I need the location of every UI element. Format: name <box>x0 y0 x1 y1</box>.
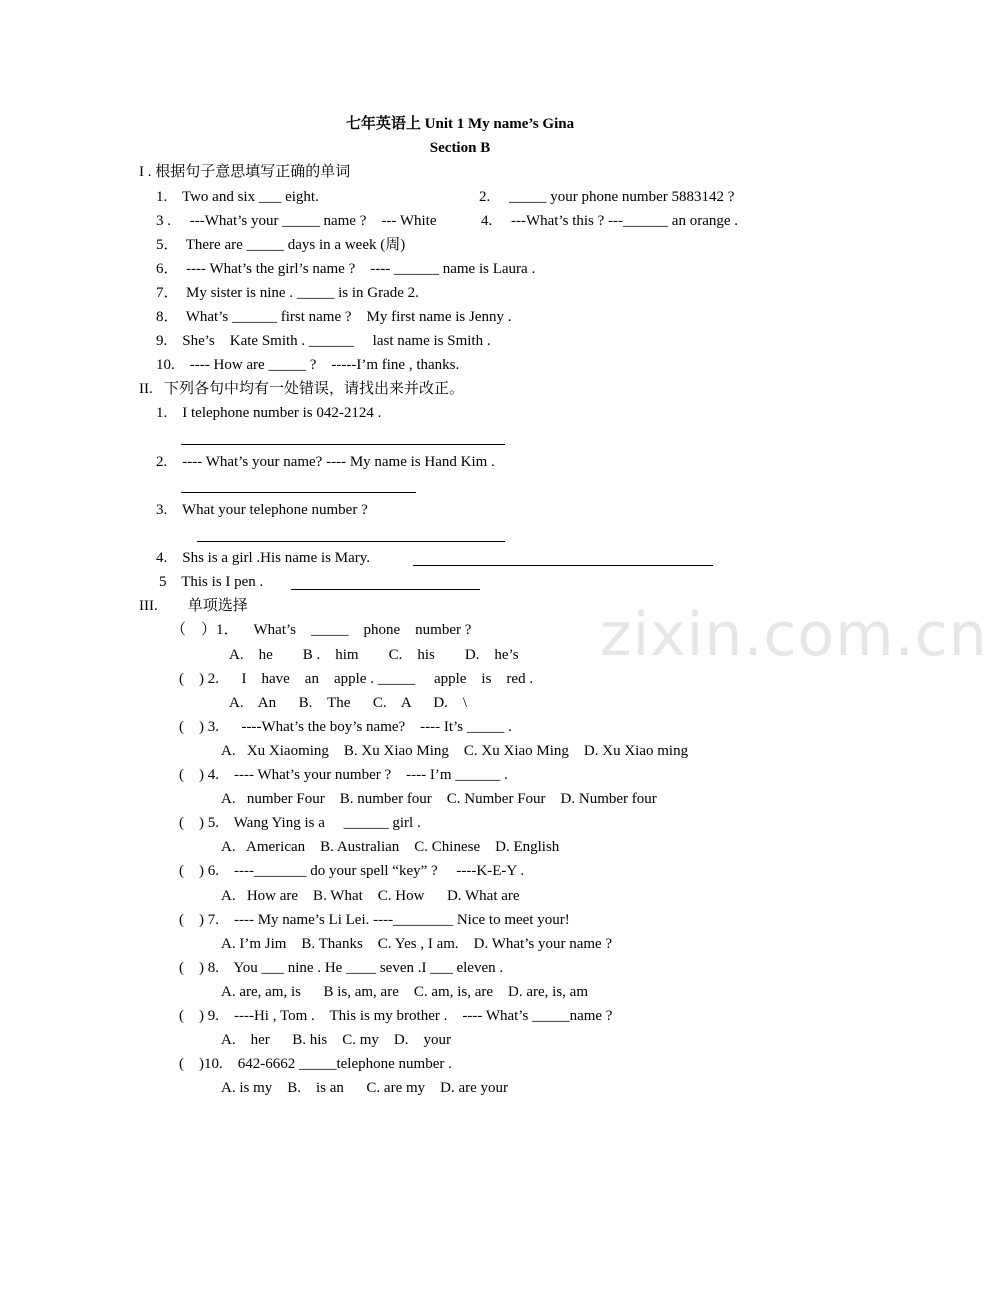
section1-item: 4. ---What’s this ? ---______ an orange . <box>481 213 739 229</box>
section1-item: 8． What’s ______ first name ? My first name is Jenny . <box>156 309 512 325</box>
section2-heading: II. 下列各句中均有一处错误，请找出来并改正。 <box>139 381 464 397</box>
answer-line <box>291 589 480 590</box>
watermark: zixin.com.cn <box>600 600 988 670</box>
question-stem: ( ) 6. ----_______ do your spell “key” ? ----K-E-Y . <box>179 863 525 879</box>
section2-item: 1. I telephone number is 042-2124 . <box>156 405 382 421</box>
question-options: A. number Four B. number four C. Number Four D. Number four <box>221 791 657 807</box>
question-stem: ( ) 7. ---- My name’s Li Lei. ----________ Nice to meet your! <box>179 912 570 928</box>
section1-item: 5． There are _____ days in a week (周) <box>156 237 406 253</box>
answer-line <box>413 565 713 566</box>
question-stem: ( ) 2. I have an apple . _____ apple is red . <box>179 671 534 687</box>
question-options: A. is my B. is an C. are my D. are your <box>221 1080 509 1096</box>
section1-item: 9. She’s Kate Smith . ______ last name is Smith . <box>156 333 491 349</box>
answer-line <box>181 492 416 493</box>
question-stem: ( ) 4. ---- What’s your number ? ---- I’m ______ . <box>179 767 508 783</box>
section2-item: 4. Shs is a girl .His name is Mary. <box>156 550 371 566</box>
question-stem: （ ）1． What’s _____ phone number ? <box>171 622 472 638</box>
section1-item: 3 . ---What’s your _____ name ? --- White <box>156 213 437 229</box>
page-title: 七年英语上 Unit 1 My name’s Gina <box>345 116 575 132</box>
section1-item: 6． ---- What’s the girl’s name ? ---- ______ name is Laura . <box>156 261 536 277</box>
question-options: A. her B. his C. my D. your <box>221 1032 451 1048</box>
question-options: A. I’m Jim B. Thanks C. Yes , I am. D. What’s your name ? <box>221 936 613 952</box>
question-stem: ( ) 8. You ___ nine . He ____ seven .I ___ eleven . <box>179 960 504 976</box>
section1-heading: I . 根据句子意思填写正确的单词 <box>139 164 351 180</box>
question-stem: ( ) 3. ----What’s the boy’s name? ---- It’s _____ . <box>179 719 512 735</box>
question-stem: ( ) 9. ----Hi , Tom . This is my brother . ---- What’s _____name ? <box>179 1008 613 1024</box>
question-stem: ( )10. 642-6662 _____telephone number . <box>179 1056 452 1072</box>
question-options: A. Xu Xiaoming B. Xu Xiao Ming C. Xu Xiao Ming D. Xu Xiao ming <box>221 743 689 759</box>
question-options: A. American B. Australian C. Chinese D. English <box>221 839 560 855</box>
section1-item: 7． My sister is nine . _____ is in Grade 2. <box>156 285 419 301</box>
question-options: A. are, am, is B is, am, are C. am, is, are D. are, is, am <box>221 984 588 1000</box>
section2-item: 3. What your telephone number ? <box>156 502 368 518</box>
question-options: A. An B. The C. A D. \ <box>229 695 468 711</box>
question-options: A. How are B. What C. How D. What are <box>221 888 520 904</box>
section2-item: 2. ---- What’s your name? ---- My name is Hand Kim . <box>156 454 495 470</box>
page-subtitle: Section B <box>429 140 491 156</box>
question-options: A. he B . him C. his D. he’s <box>229 647 519 663</box>
answer-line <box>181 444 505 445</box>
question-stem: ( ) 5. Wang Ying is a ______ girl . <box>179 815 421 831</box>
answer-line <box>197 541 505 542</box>
section1-item: 2. _____ your phone number 5883142 ? <box>479 189 735 205</box>
section3-heading: III. 单项选择 <box>139 598 248 614</box>
section1-item: 10. ---- How are _____ ? -----I’m fine , thanks. <box>156 357 460 373</box>
section2-item: 5 This is I pen . <box>159 574 264 590</box>
section1-item: 1. Two and six ___ eight. <box>156 189 319 205</box>
